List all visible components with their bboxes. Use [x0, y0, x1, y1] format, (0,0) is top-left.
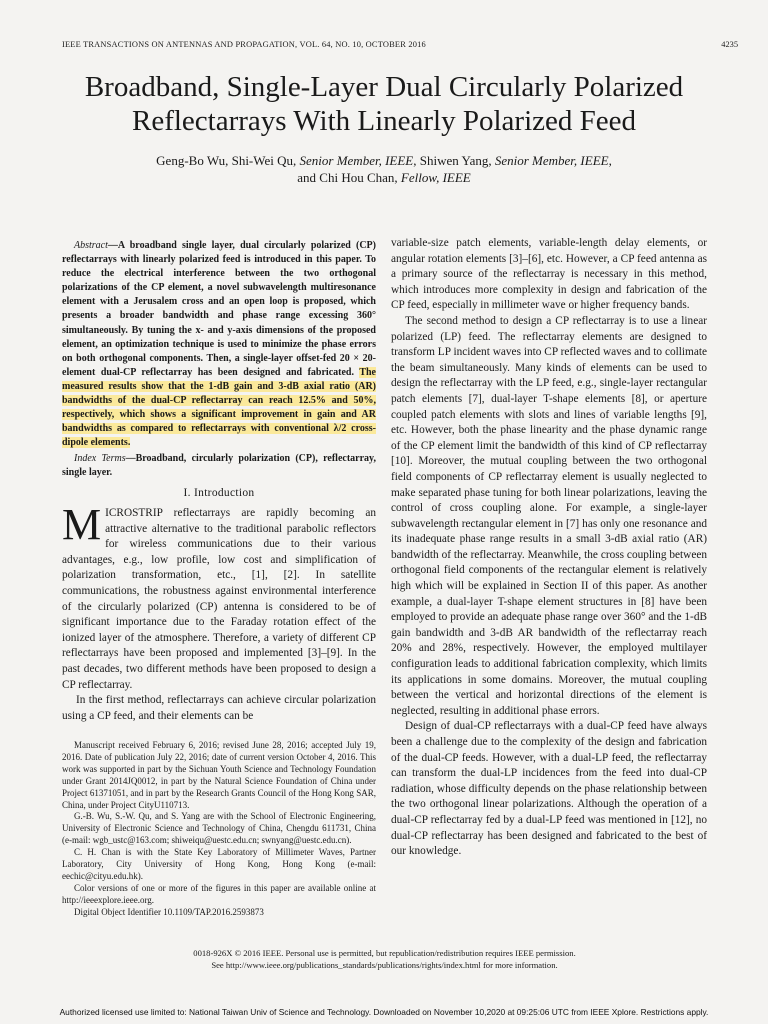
abstract-highlighted-text: The measured results show that the 1-dB gain and 3-dB axial ratio (AR) bandwidths of the dual-CP reflectarray can reach 12.5% and 50%, respectively, which shows a significant improvement in gain and AR bandwidths as compared to reflectarrays with conventional λ/2 cross-dipole elements. [62, 366, 376, 449]
section-heading: I. Introduction [183, 487, 255, 499]
intro-paragraph-2: In the first method, reflectarrays can achieve circular polarization using a CP feed, and their elements can be [62, 694, 376, 722]
right-paragraph-2: The second method to design a CP reflectarray is to use a linear polarized (LP) feed. The reflectarray elements are designed to transform LP incident waves into CP reflected waves and to collimate the beam simultaneously. Many kinds of elements can be used to design the reflectarray with the LP feed, e.g., single-layer rectangular patch elements [7], dual-layer T-shape elements [8], or aperture coupled patch elements with slots and lines of variable lengths [9], etc. However, both the phase linearity and the phase dynamic range of the CP element limit the bandwidth of this kind of CP reflectarray [10]. Moreover, the mutual coupling between the two orthogonal field components of CP reflectarray element is usually neglected to make separated phase tuning for both linear polarizations, leaving the control of cross coupling alone. For example, a single-layer subwavelength rectangular element in [7] has only one resonance and its inadequate phase range results in a small 3-dB axial ratio (AR) bandwidth of the reflectarray. Meanwhile, the cross coupling between orthogonal field components of the rectangular element is relatively high which will be explained in Section II of this paper. As another example, a dual-layer T-shape element structures in [8] have been employed to provide an adequate phase range over 360° and the 1-dB gain bandwidth and 3-dB AR bandwidth of the reflectarray reach 20% and 28%, respectively. However, the employed multilayer configuration leads to additional fabrication complexity, which limits its applications in some domains. Moreover, the mutual coupling between the vertical and horizontal directions of the element is neglected, resulting in additional phase errors. [391, 314, 707, 717]
title-line-1: Broadband, Single-Layer Dual Circularly Polarized [84, 71, 684, 103]
copyright-notice [62, 948, 707, 971]
footnote-doi: Digital Object Identifier 10.1109/TAP.2016.2593873 [74, 906, 264, 917]
author-role-3: Fellow, IEEE [400, 170, 471, 185]
drop-cap: M [62, 500, 102, 549]
journal-header: IEEE TRANSACTIONS ON ANTENNAS AND PROPAGATION, VOL. 64, NO. 10, OCTOBER 2016 [62, 40, 426, 49]
abstract-text: A broadband single layer, dual circularly polarized (CP) reflectarrays with linearly polarized feed is introduced in this paper. To reduce the electrical interference between the two orthogonal polarizations of the CP element, a novel subwavelength multiresonance element with a Jerusalem cross and an open loop is proposed, which presents a broader bandwidth and phase range excessing 360° simultaneously. By tuning the x- and y-axis dimensions of the proposed element, an optimization technique is used to minimize the phase errors on both orthogonal components. Then, a single-layer offset-fed 20 × 20-element dual-CP reflectarray has been designed and fabricated. [62, 240, 376, 378]
author-names-1: Geng-Bo Wu, Shi-Wei Qu, [156, 153, 297, 168]
abstract-dash: — [107, 240, 118, 251]
author-sep: , [608, 153, 612, 168]
right-paragraph-3: Design of dual-CP reflectarrays with a dual-CP feed have always been a challenge due to the complexity of the design and fabrication of the dual-CP feeds. However, with a dual-LP feed, the reflectarray can transform the dual-LP incidences from the feed into dual-CP radiation, whose difficulty depends on the phase relationship between the two orthogonal linear polarizations. Although the operation of a dual-CP reflectarray fed by a dual-LP feed was mentioned in [12], no dual-CP reflectarray has been designed and fabricated to the best of our knowledge. [391, 720, 707, 858]
author-role-1: Senior Member, IEEE [299, 153, 414, 168]
license-footer: Authorized licensed use limited to: National Taiwan Univ of Science and Technology. Downloaded on November 10,2020 at 09:25:06 UTC from IEEE Xplore. Restrictions apply. [59, 1007, 709, 1017]
footnotes [62, 740, 376, 919]
intro-text [62, 500, 376, 724]
footnote-color: Color versions of one or more of the figures in this paper are available online at http://ieeexplore.ieee.org. [62, 882, 376, 905]
copyright-line-1: 0018-926X © 2016 IEEE. Personal use is permitted, but republication/redistribution requires IEEE permission. [193, 948, 576, 958]
author-role-2: Senior Member, IEEE [494, 153, 609, 168]
index-terms-label: Index Terms [74, 453, 126, 464]
index-terms-text: Broadband, circularly polarization (CP), reflectarray, single layer. [62, 453, 376, 479]
abstract-label: Abstract [74, 240, 108, 251]
footnote-affiliation-1: G.-B. Wu, S.-W. Qu, and S. Yang are with the School of Electronic Engineering, University of Electronic Science and Technology of China, Chengdu 611731, China (e-mail: wgb_ustc@163.com; shiweiqu@uestc.edu.cn; swnyang@uestc.edu.cn). [62, 811, 376, 846]
paper-title [30, 70, 738, 138]
title-line-2: Reflectarrays With Linearly Polarized Feed [132, 105, 636, 137]
right-paragraph-1: variable-size patch elements, variable-length delay elements, or angular rotation elements [3]–[6], etc. However, a CP feed antenna as a primary source of the reflectarray is necessary in this method, which introduces more complexity in design and fabrication of the CP feed, especially in millimeter wave or higher frequency bands. [391, 237, 707, 312]
intro-paragraph-1 [62, 500, 376, 693]
author-line-1 [30, 152, 738, 169]
abstract [62, 239, 376, 450]
footnote-manuscript: Manuscript received February 6, 2016; revised June 28, 2016; accepted July 19, 2016. Date of publication July 22, 2016; date of current version October 4, 2016. This work was supported in part by the Sichuan Youth Science and Technology Foundation under Grant 2014JQ0012, in part by the Natural Science Foundation of China under Project 61371051, and in part by the Research Grants Council of the Hong Kong SAR, China, under Project CityU110713. [62, 740, 376, 810]
intro-p1-text: ICROSTRIP reflectarrays are rapidly becoming an attractive alternative to the traditional parabolic reflectors for wireless communications due to their various advantages, e.g., low profile, low cost and simplification of polarization transformation, etc., [1], [2]. In satellite communications, the robustness against environmental interference of the circularly polarized (CP) antenna is considered to be of significant importance due to the Faraday rotation effect of the ionized layer of the atmosphere. Therefore, a variety of different CP reflectarrays have been proposed and implemented [3]–[9]. In the past decades, two different methods have been proposed to design a CP reflectarray. [62, 507, 376, 691]
index-terms-dash: — [125, 453, 136, 464]
author-names-2: , Shiwen Yang, [413, 153, 492, 168]
right-column [391, 236, 707, 860]
author-line-2 [30, 169, 738, 186]
author-list [30, 152, 738, 186]
author-names-3: and Chi Hou Chan, [297, 170, 398, 185]
copyright-line-2: See http://www.ieee.org/publications_standards/publications/rights/index.html for more information. [211, 959, 558, 970]
page-number: 4235 [721, 40, 738, 49]
index-terms [62, 452, 376, 480]
footnote-affiliation-2: C. H. Chan is with the State Key Laboratory of Millimeter Waves, Partner Laboratory, City University of Hong Kong, Hong Kong (e-mail: eechic@cityu.edu.hk). [62, 847, 376, 881]
